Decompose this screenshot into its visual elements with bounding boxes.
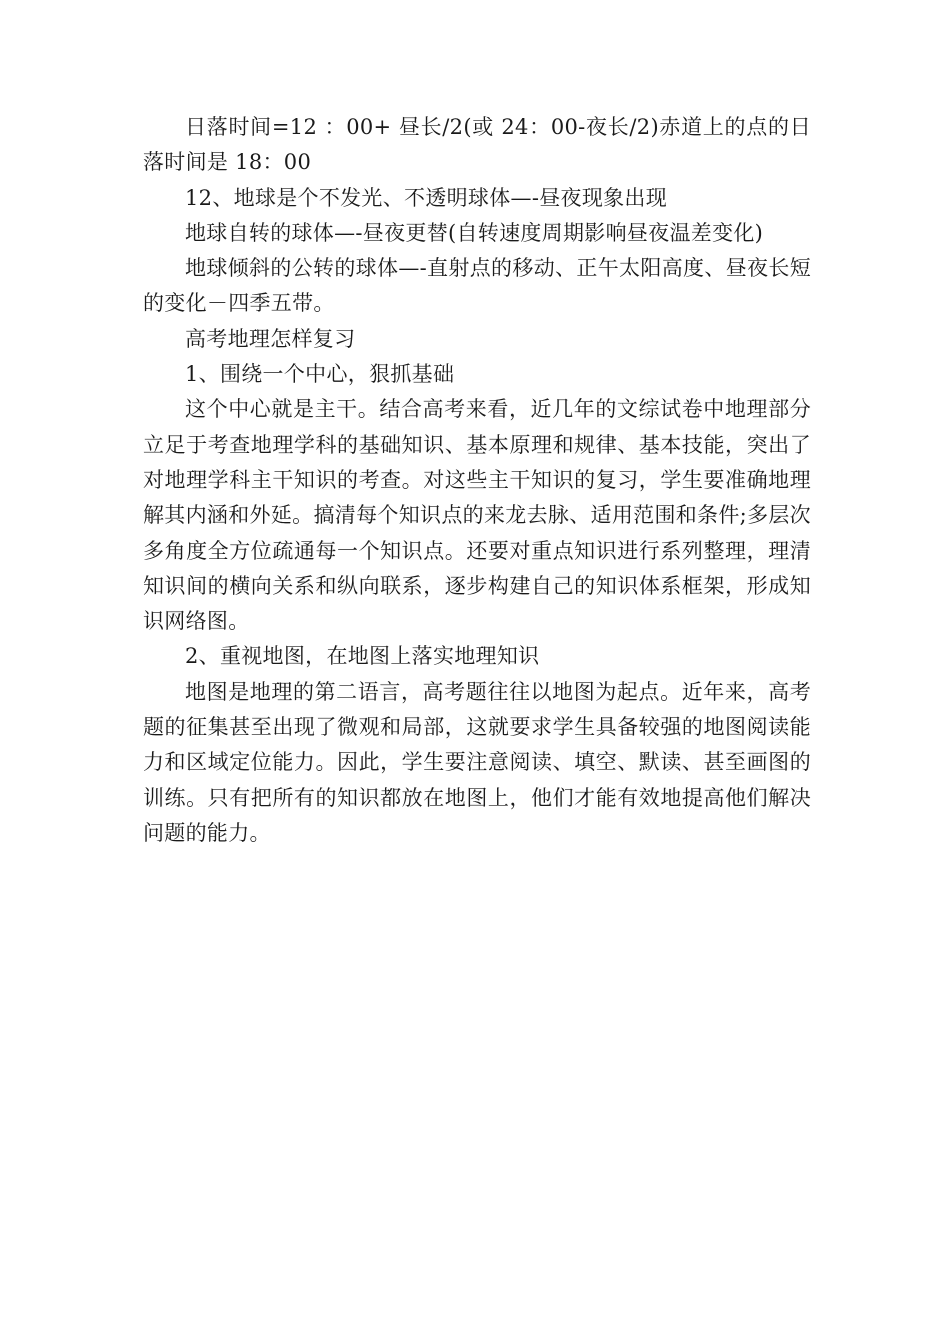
paragraph-earth-opaque-sphere: 12、地球是个不发光、不透明球体—-昼夜现象出现 [185, 185, 668, 210]
subheading-one-center: 1、围绕一个中心，狠抓基础 [185, 362, 455, 387]
paragraph-earth-revolution: 地球倾斜的公转的球体—-直射点的移动、正午太阳高度、昼夜长短的变化－四季五带。 [143, 256, 811, 316]
paragraph-maps-body: 地图是地理的第二语言，高考题往往以地图为起点。近年来，高考题的征集甚至出现了微观和局部，这就要求学生具备较强的地图阅读能力和区域定位能力。因此，学生要注意阅读、填空、默读、甚至画图的训练。只有把所有的知识都放在地图上，他们才能有效地提高他们解决问题的能力。 [143, 679, 811, 845]
section-heading-review-methods: 高考地理怎样复习 [185, 326, 356, 351]
paragraph-sunset-time: 日落时间=12 ：00+ 昼长/2(或 24：00-夜长/2)赤道上的点的日落时间是 18：00 [143, 115, 811, 175]
paragraph-one-center-body: 这个中心就是主干。结合高考来看，近几年的文综试卷中地理部分立足于考查地理学科的基础知识、基本原理和规律、基本技能，突出了对地理学科主干知识的考查。对这些主干知识的复习，学生要准确地理解其内涵和外延。搞清每个知识点的来龙去脉、适用范围和条件;多层次多角度全方位疏通每一个知识点。还要对重点知识进行系列整理，理清知识间的横向关系和纵向联系，逐步构建自己的知识体系框架，形成知识网络图。 [143, 397, 811, 634]
paragraph-earth-rotation: 地球自转的球体—-昼夜更替(自转速度周期影响昼夜温差变化) [185, 220, 764, 245]
subheading-maps: 2、重视地图，在地图上落实地理知识 [185, 644, 540, 669]
document-body [143, 110, 811, 851]
